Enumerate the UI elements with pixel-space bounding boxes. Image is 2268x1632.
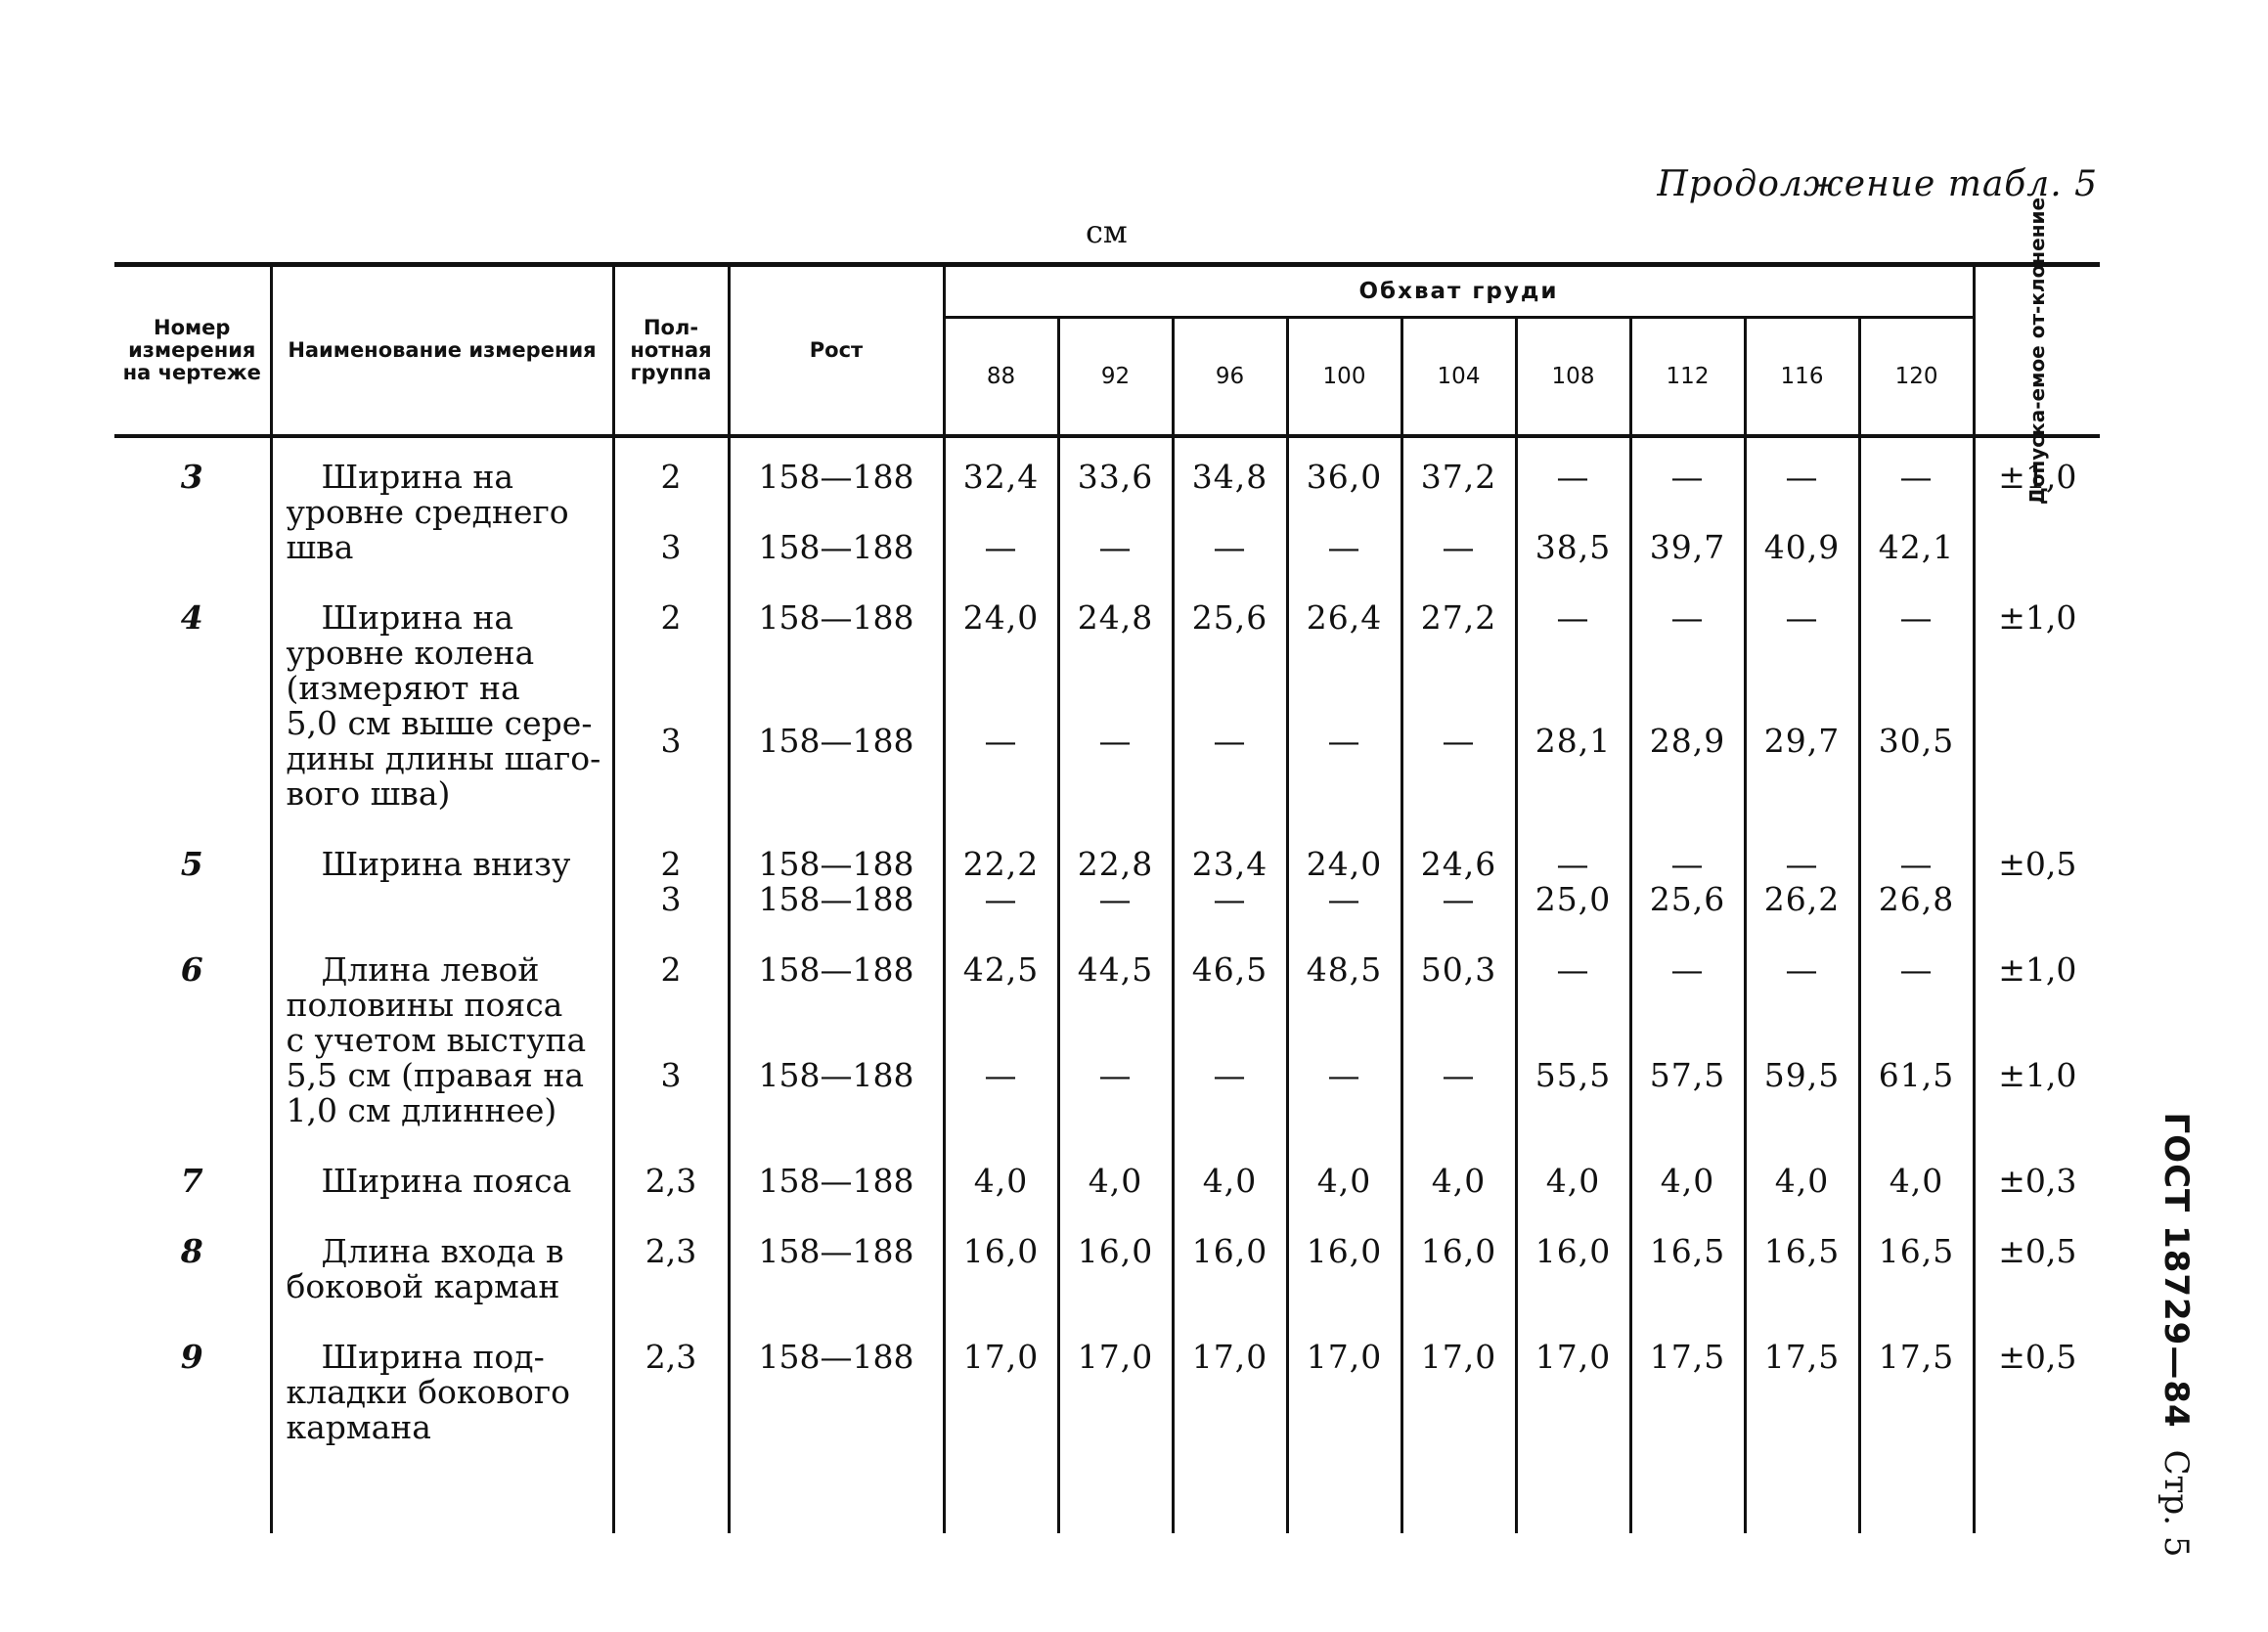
empty-cell bbox=[1287, 1445, 1401, 1533]
value-cell: 22,8 bbox=[1058, 812, 1173, 882]
value-cell: 16,0 bbox=[1058, 1199, 1173, 1304]
value-cell: 37,2 bbox=[1401, 436, 1516, 495]
measurement-name bbox=[271, 565, 613, 812]
measurement-name-line: 1,0 см длиннее) bbox=[286, 1091, 557, 1129]
value-cell: 17,0 bbox=[1058, 1304, 1173, 1445]
measurement-number: 8 bbox=[180, 1232, 203, 1270]
value-cell: — bbox=[1745, 812, 1859, 882]
measurement-name bbox=[271, 1199, 613, 1304]
value-cell: 57,5 bbox=[1630, 1023, 1745, 1128]
value-cell: — bbox=[1630, 917, 1745, 1023]
header-chest-girth: Обхват груди bbox=[944, 265, 1974, 318]
value-cell: 16,0 bbox=[944, 1199, 1058, 1304]
table-row bbox=[114, 1304, 2100, 1445]
height-range: 158—188 bbox=[729, 688, 944, 812]
tolerance: ±1,0 bbox=[1974, 1023, 2100, 1128]
measurement-name-line: Ширина на bbox=[321, 458, 514, 496]
value-cell: 30,5 bbox=[1859, 688, 1974, 812]
tolerance: ±0,3 bbox=[1974, 1128, 2100, 1199]
value-cell: 25,6 bbox=[1173, 565, 1287, 688]
value-cell: 16,0 bbox=[1287, 1199, 1401, 1304]
table-row bbox=[114, 1128, 2100, 1199]
size-group: 3 bbox=[613, 882, 729, 917]
value-cell: 42,5 bbox=[944, 917, 1058, 1023]
value-cell: — bbox=[1287, 1023, 1401, 1128]
tolerance: ±1,0 bbox=[1974, 565, 2100, 688]
measurement-number: 5 bbox=[180, 845, 203, 883]
value-cell: 46,5 bbox=[1173, 917, 1287, 1023]
value-cell: 50,3 bbox=[1401, 917, 1516, 1023]
table-row bbox=[114, 1199, 2100, 1304]
value-cell: — bbox=[1401, 882, 1516, 917]
unit-label: см bbox=[1086, 213, 1128, 250]
value-cell: 17,5 bbox=[1859, 1304, 1974, 1445]
measurement-name-line: Длина левой bbox=[321, 950, 540, 989]
measurement-name-line: 5,0 см выше сере- bbox=[286, 704, 593, 742]
value-cell: 17,0 bbox=[1401, 1304, 1516, 1445]
measurement-number: 4 bbox=[180, 598, 203, 637]
table-spacer-row bbox=[114, 1445, 2100, 1533]
size-group: 2 bbox=[613, 812, 729, 882]
value-cell: 44,5 bbox=[1058, 917, 1173, 1023]
header-chest-size: 92 bbox=[1058, 318, 1173, 437]
size-group: 3 bbox=[613, 688, 729, 812]
value-cell: 16,0 bbox=[1401, 1199, 1516, 1304]
gost-standard-number: ГОСТ 18729—84 bbox=[2157, 1112, 2196, 1429]
measurement-name-line: вого шва) bbox=[286, 774, 451, 813]
value-cell: — bbox=[944, 882, 1058, 917]
value-cell: 24,8 bbox=[1058, 565, 1173, 688]
header-chest-size: 120 bbox=[1859, 318, 1974, 437]
value-cell: — bbox=[1516, 812, 1630, 882]
value-cell: — bbox=[1630, 565, 1745, 688]
tolerance: ±0,5 bbox=[1974, 1199, 2100, 1304]
height-range: 158—188 bbox=[729, 565, 944, 688]
page-number: Стр. 5 bbox=[2157, 1449, 2196, 1558]
size-group: 2 bbox=[613, 436, 729, 495]
size-group: 2,3 bbox=[613, 1199, 729, 1304]
value-cell: 33,6 bbox=[1058, 436, 1173, 495]
value-cell: — bbox=[1745, 917, 1859, 1023]
value-cell: — bbox=[1173, 882, 1287, 917]
value-cell: 4,0 bbox=[1516, 1128, 1630, 1199]
value-cell: — bbox=[1859, 565, 1974, 688]
table-continuation-label: Продолжение табл. 5 bbox=[1657, 164, 2098, 204]
measurement-name-line: (измеряют на bbox=[286, 669, 520, 707]
measurement-number: 3 bbox=[180, 458, 203, 496]
empty-cell bbox=[1630, 1445, 1745, 1533]
value-cell: 24,0 bbox=[944, 565, 1058, 688]
value-cell: — bbox=[944, 495, 1058, 565]
empty-cell bbox=[1974, 1445, 2100, 1533]
value-cell: 4,0 bbox=[1401, 1128, 1516, 1199]
measurement-name-line: Ширина на bbox=[321, 598, 514, 637]
value-cell: 16,5 bbox=[1745, 1199, 1859, 1304]
measurement-name-line: уровне колена bbox=[286, 634, 535, 672]
table-row bbox=[114, 812, 2100, 882]
value-cell: 59,5 bbox=[1745, 1023, 1859, 1128]
empty-cell bbox=[1058, 1445, 1173, 1533]
value-cell: 38,5 bbox=[1516, 495, 1630, 565]
header-chest-size: 112 bbox=[1630, 318, 1745, 437]
value-cell: 16,0 bbox=[1516, 1199, 1630, 1304]
measurement-name-line: боковой карман bbox=[286, 1267, 560, 1305]
value-cell: — bbox=[1287, 882, 1401, 917]
value-cell: — bbox=[1745, 565, 1859, 688]
value-cell: 26,8 bbox=[1859, 882, 1974, 917]
tolerance bbox=[1974, 688, 2100, 812]
empty-cell bbox=[1401, 1445, 1516, 1533]
tolerance: ±1,0 bbox=[1974, 436, 2100, 495]
value-cell: 48,5 bbox=[1287, 917, 1401, 1023]
measurement-name-line: Длина входа в bbox=[321, 1232, 564, 1270]
value-cell: 25,0 bbox=[1516, 882, 1630, 917]
value-cell: 16,5 bbox=[1630, 1199, 1745, 1304]
value-cell: 17,0 bbox=[1173, 1304, 1287, 1445]
tolerance bbox=[1974, 882, 2100, 917]
measurement-name-line: с учетом выступа bbox=[286, 1021, 587, 1059]
value-cell: 36,0 bbox=[1287, 436, 1401, 495]
measurement-name-line: Ширина под- bbox=[321, 1338, 545, 1376]
measurement-name-line: Ширина пояса bbox=[321, 1162, 572, 1200]
value-cell: — bbox=[1287, 495, 1401, 565]
value-cell: 4,0 bbox=[944, 1128, 1058, 1199]
measurement-name-line: 5,5 см (правая на bbox=[286, 1056, 585, 1094]
value-cell: 23,4 bbox=[1173, 812, 1287, 882]
empty-cell bbox=[1173, 1445, 1287, 1533]
header-chest-size: 96 bbox=[1173, 318, 1287, 437]
empty-cell bbox=[1516, 1445, 1630, 1533]
value-cell: 24,0 bbox=[1287, 812, 1401, 882]
value-cell: 32,4 bbox=[944, 436, 1058, 495]
value-cell: 4,0 bbox=[1173, 1128, 1287, 1199]
header-chest-size: 104 bbox=[1401, 318, 1516, 437]
header-group: Пол-нотная группа bbox=[613, 265, 729, 437]
measurement-name-line: Ширина внизу bbox=[321, 845, 571, 883]
tolerance: ±1,0 bbox=[1974, 917, 2100, 1023]
value-cell: — bbox=[1173, 688, 1287, 812]
empty-cell bbox=[729, 1445, 944, 1533]
value-cell: — bbox=[1058, 1023, 1173, 1128]
header-chest-size: 100 bbox=[1287, 318, 1401, 437]
tolerance bbox=[1974, 495, 2100, 565]
table-row bbox=[114, 436, 2100, 495]
value-cell: — bbox=[1401, 1023, 1516, 1128]
measurement-name bbox=[271, 1304, 613, 1445]
value-cell: — bbox=[1401, 688, 1516, 812]
value-cell: 55,5 bbox=[1516, 1023, 1630, 1128]
empty-cell bbox=[1859, 1445, 1974, 1533]
measurement-name bbox=[271, 436, 613, 565]
empty-cell bbox=[1745, 1445, 1859, 1533]
height-range: 158—188 bbox=[729, 917, 944, 1023]
value-cell: 17,5 bbox=[1745, 1304, 1859, 1445]
measurement-number: 7 bbox=[180, 1162, 203, 1200]
size-group: 3 bbox=[613, 495, 729, 565]
header-tolerance: Допуска-емое от-клонение bbox=[1974, 265, 2100, 437]
value-cell: 16,0 bbox=[1173, 1199, 1287, 1304]
size-group: 2 bbox=[613, 565, 729, 688]
empty-cell bbox=[944, 1445, 1058, 1533]
value-cell: 40,9 bbox=[1745, 495, 1859, 565]
value-cell: 42,1 bbox=[1859, 495, 1974, 565]
value-cell: — bbox=[1859, 917, 1974, 1023]
value-cell: 29,7 bbox=[1745, 688, 1859, 812]
value-cell: 28,9 bbox=[1630, 688, 1745, 812]
measurement-name-line: уровне среднего bbox=[286, 493, 569, 531]
value-cell: — bbox=[1630, 436, 1745, 495]
height-range: 158—188 bbox=[729, 436, 944, 495]
value-cell: — bbox=[1058, 882, 1173, 917]
header-chest-size: 108 bbox=[1516, 318, 1630, 437]
measurements-table bbox=[114, 197, 2100, 1533]
measurement-name bbox=[271, 812, 613, 917]
height-range: 158—188 bbox=[729, 1304, 944, 1445]
value-cell: 4,0 bbox=[1058, 1128, 1173, 1199]
height-range: 158—188 bbox=[729, 1128, 944, 1199]
empty-cell bbox=[613, 1445, 729, 1533]
header-height: Рост bbox=[729, 265, 944, 437]
value-cell: — bbox=[1173, 495, 1287, 565]
value-cell: 39,7 bbox=[1630, 495, 1745, 565]
measurement-name bbox=[271, 1128, 613, 1199]
value-cell: 22,2 bbox=[944, 812, 1058, 882]
value-cell: 17,0 bbox=[1287, 1304, 1401, 1445]
header-number: Номер измерения на чертеже bbox=[114, 265, 271, 437]
value-cell: — bbox=[1630, 812, 1745, 882]
size-group: 2,3 bbox=[613, 1128, 729, 1199]
value-cell: — bbox=[1745, 436, 1859, 495]
value-cell: — bbox=[944, 688, 1058, 812]
size-group: 2,3 bbox=[613, 1304, 729, 1445]
empty-cell bbox=[271, 1445, 613, 1533]
height-range: 158—188 bbox=[729, 812, 944, 882]
value-cell: — bbox=[1516, 436, 1630, 495]
measurement-name-line: половины пояса bbox=[286, 986, 563, 1024]
value-cell: — bbox=[1287, 688, 1401, 812]
value-cell: 26,4 bbox=[1287, 565, 1401, 688]
value-cell: — bbox=[1173, 1023, 1287, 1128]
value-cell: 17,0 bbox=[944, 1304, 1058, 1445]
value-cell: 24,6 bbox=[1401, 812, 1516, 882]
value-cell: 61,5 bbox=[1859, 1023, 1974, 1128]
header-chest-size: 116 bbox=[1745, 318, 1859, 437]
measurement-name-line: кармана bbox=[286, 1408, 431, 1446]
side-running-head bbox=[2147, 1112, 2205, 1558]
measurement-number: 6 bbox=[180, 950, 203, 989]
value-cell: — bbox=[1516, 565, 1630, 688]
table-row bbox=[114, 917, 2100, 1023]
value-cell: 16,5 bbox=[1859, 1199, 1974, 1304]
value-cell: 28,1 bbox=[1516, 688, 1630, 812]
height-range: 158—188 bbox=[729, 1199, 944, 1304]
value-cell: 17,5 bbox=[1630, 1304, 1745, 1445]
tolerance: ±0,5 bbox=[1974, 1304, 2100, 1445]
table-row bbox=[114, 565, 2100, 688]
height-range: 158—188 bbox=[729, 495, 944, 565]
size-group: 2 bbox=[613, 917, 729, 1023]
value-cell: 17,0 bbox=[1516, 1304, 1630, 1445]
value-cell: 4,0 bbox=[1287, 1128, 1401, 1199]
measurement-number: 9 bbox=[180, 1338, 203, 1376]
value-cell: 27,2 bbox=[1401, 565, 1516, 688]
value-cell: — bbox=[1859, 436, 1974, 495]
tolerance: ±0,5 bbox=[1974, 812, 2100, 882]
size-group: 3 bbox=[613, 1023, 729, 1128]
header-name: Наименование измерения bbox=[271, 265, 613, 437]
measurement-name-line: шва bbox=[286, 528, 354, 566]
value-cell: 25,6 bbox=[1630, 882, 1745, 917]
value-cell: 4,0 bbox=[1745, 1128, 1859, 1199]
header-chest-size: 88 bbox=[944, 318, 1058, 437]
value-cell: — bbox=[1516, 917, 1630, 1023]
value-cell: 26,2 bbox=[1745, 882, 1859, 917]
measurement-name bbox=[271, 917, 613, 1128]
value-cell: — bbox=[1058, 688, 1173, 812]
value-cell: 4,0 bbox=[1630, 1128, 1745, 1199]
empty-cell bbox=[114, 1445, 271, 1533]
height-range: 158—188 bbox=[729, 882, 944, 917]
value-cell: 34,8 bbox=[1173, 436, 1287, 495]
value-cell: 4,0 bbox=[1859, 1128, 1974, 1199]
value-cell: — bbox=[944, 1023, 1058, 1128]
value-cell: — bbox=[1859, 812, 1974, 882]
value-cell: — bbox=[1401, 495, 1516, 565]
measurement-name-line: кладки бокового bbox=[286, 1373, 571, 1411]
height-range: 158—188 bbox=[729, 1023, 944, 1128]
measurement-name-line: дины длины шаго- bbox=[286, 739, 601, 777]
value-cell: — bbox=[1058, 495, 1173, 565]
